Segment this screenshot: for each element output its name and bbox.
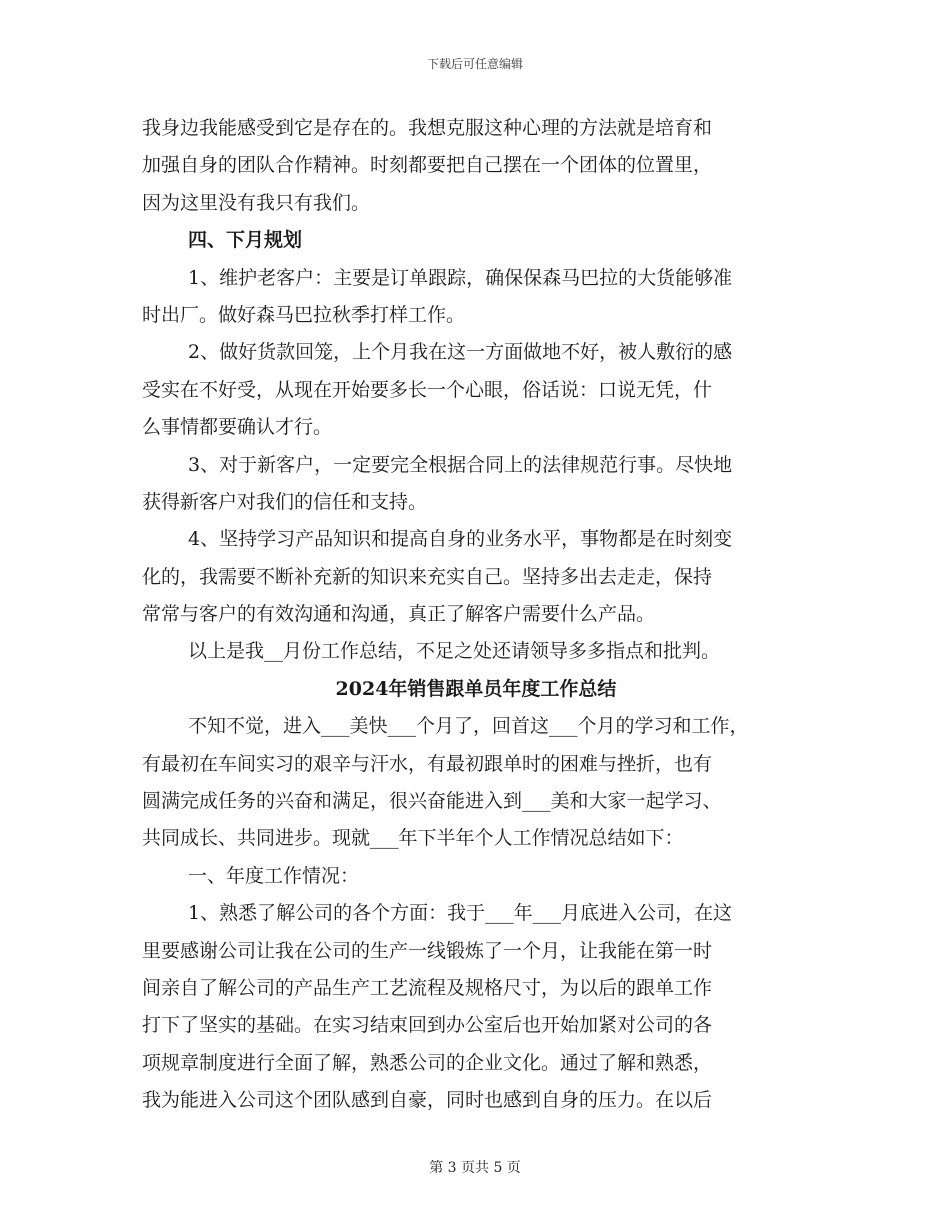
- body-line: 常常与客户的有效沟通和沟通，真正了解客户需要什么产品。: [142, 603, 656, 626]
- section-heading: 一、年度工作情况：: [188, 864, 360, 887]
- body-line: 我身边我能感受到它是存在的。我想克服这种心理的方法就是培育和: [142, 117, 713, 139]
- body-line: 获得新客户对我们的信任和支持。: [142, 490, 428, 513]
- body-line: 圆满完成任务的兴奋和满足，很兴奋能进入到___美和大家一起学习、: [142, 790, 722, 813]
- body-line: 4、坚持学习产品知识和提高自身的业务水平，事物都是在时刻变: [188, 528, 733, 551]
- body-line: 因为这里没有我只有我们。: [142, 191, 371, 214]
- body-line: 打下了坚实的基础。在实习结束回到办公室后也开始加紧对公司的各: [142, 1014, 713, 1037]
- page-footer: 第 3 页共 5 页: [429, 1160, 521, 1176]
- body-line: 时出厂。做好森马巴拉秋季打样工作。: [142, 303, 466, 326]
- document-body: [142, 110, 810, 1120]
- body-line: 我为能进入公司这个团队感到自豪，同时也感到自身的压力。在以后: [142, 1089, 713, 1112]
- body-line: 有最初在车间实习的艰辛与汗水，有最初跟单时的困难与挫折，也有: [142, 752, 713, 775]
- body-line: 3、对于新客户，一定要完全根据合同上的法律规范行事。尽快地: [188, 453, 733, 476]
- body-line: 以上是我__月份工作总结，不足之处还请领导多多指点和批判。: [188, 640, 721, 663]
- section-heading: 四、下月规划: [188, 229, 303, 252]
- body-line: 项规章制度进行全面了解，熟悉公司的企业文化。通过了解和熟悉，: [142, 1051, 713, 1074]
- body-line: 加强自身的团队合作精神。时刻都要把自己摆在一个团体的位置里，: [142, 154, 713, 177]
- body-line: 共同成长、共同进步。现就___年下半年个人工作情况总结如下：: [142, 827, 684, 850]
- body-line: 1、维护老客户：主要是订单跟踪，确保保森马巴拉的大货能够准: [188, 266, 733, 289]
- body-line: 么事情都要确认才行。: [142, 416, 333, 439]
- body-line: 不知不觉，进入___美快___个月了，回首这___个月的学习和工作，: [188, 715, 749, 738]
- page-header: 下载后可任意编辑: [426, 57, 523, 71]
- body-line: 化的，我需要不断补充新的知识来充实自己。坚持多出去走走，保持: [142, 565, 713, 588]
- document-title: 2024年销售跟单员年度工作总结: [335, 677, 617, 700]
- body-line: 受实在不好受，从现在开始要多长一个心眼，俗话说：口说无凭，什: [142, 378, 713, 401]
- body-line: 2、做好货款回笼，上个月我在这一方面做地不好，被人敷衍的感: [188, 341, 733, 364]
- body-line: 里要感谢公司让我在公司的生产一线锻炼了一个月，让我能在第一时: [142, 939, 713, 962]
- body-line: 间亲自了解公司的产品生产工艺流程及规格尺寸，为以后的跟单工作: [142, 976, 713, 999]
- body-line: 1、熟悉了解公司的各个方面：我于___年___月底进入公司，在这: [188, 902, 733, 925]
